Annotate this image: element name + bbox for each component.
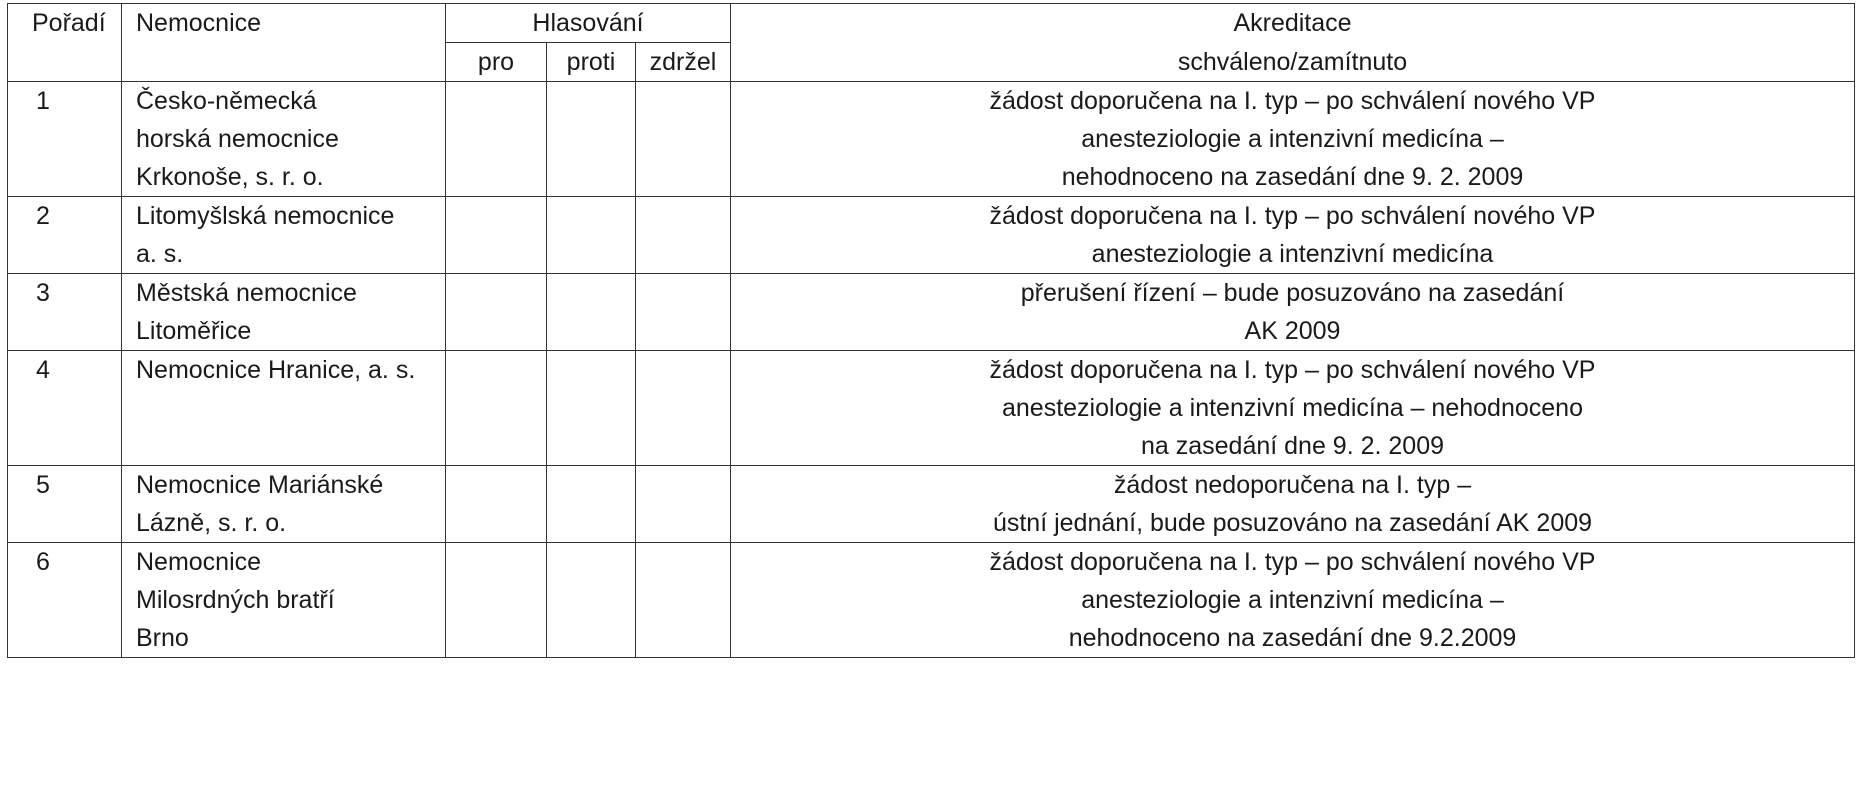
row-hospital (122, 543, 446, 658)
hospital-name-line: Litomyšlská nemocnice (136, 202, 395, 230)
row-vote-against (547, 197, 636, 274)
row-hospital (122, 466, 446, 543)
hospital-name-line: Milosrdných bratří (136, 586, 335, 614)
header-hospital: Nemocnice (122, 4, 446, 82)
header-accreditation (731, 4, 1855, 43)
row-order: 3 (8, 274, 122, 351)
row-vote-abstain (636, 197, 731, 274)
row-vote-against (547, 82, 636, 197)
hospital-name-line: Nemocnice Hranice, a. s. (136, 356, 416, 384)
accreditation-line: anesteziologie a intenzivní medicína – (1081, 586, 1504, 614)
row-vote-pro (446, 274, 547, 351)
table-row (8, 466, 1855, 543)
table-row (8, 197, 1855, 274)
table-row (8, 274, 1855, 351)
accreditation-line: na zasedání dne 9. 2. 2009 (1140, 432, 1445, 460)
row-accreditation (731, 543, 1855, 658)
header-against: proti (547, 43, 636, 82)
row-vote-pro (446, 82, 547, 197)
row-vote-abstain (636, 274, 731, 351)
row-order: 6 (8, 543, 122, 658)
hospital-name-line: Krkonoše, s. r. o. (136, 163, 324, 191)
accreditation-line: nehodnoceno na zasedání dne 9. 2. 2009 (1061, 163, 1524, 191)
row-hospital (122, 351, 446, 466)
row-vote-abstain (636, 351, 731, 466)
accreditation-line: žádost doporučena na I. typ – po schválení nového VP (989, 202, 1596, 230)
accreditation-table (7, 3, 1855, 658)
row-accreditation (731, 82, 1855, 197)
hospital-name-line: Litoměřice (136, 317, 252, 345)
accreditation-line: žádost nedoporučena na I. typ – (1113, 471, 1472, 499)
accreditation-line: žádost doporučena na I. typ – po schválení nového VP (989, 87, 1596, 115)
table-row (8, 351, 1855, 466)
row-hospital (122, 82, 446, 197)
hospital-name-line: Česko-německá (136, 87, 317, 115)
accreditation-line: anesteziologie a intenzivní medicína – nehodnoceno (1002, 394, 1583, 422)
accreditation-line: ústní jednání, bude posuzováno na zasedání AK 2009 (992, 509, 1593, 537)
hospital-name-line: Městská nemocnice (136, 279, 357, 307)
table-row (8, 82, 1855, 197)
row-hospital (122, 274, 446, 351)
row-order: 5 (8, 466, 122, 543)
table-row (8, 543, 1855, 658)
hospital-name-line: Nemocnice Mariánské (136, 471, 384, 499)
row-vote-pro (446, 543, 547, 658)
row-accreditation (731, 274, 1855, 351)
header-voting: Hlasování (446, 4, 731, 43)
hospital-name-line: Nemocnice (136, 548, 262, 576)
header-row-1 (8, 4, 1855, 43)
row-accreditation (731, 351, 1855, 466)
accreditation-line: nehodnoceno na zasedání dne 9.2.2009 (1068, 624, 1517, 652)
accreditation-line: anesteziologie a intenzivní medicína – (1081, 125, 1504, 153)
header-order: Pořadí (8, 4, 122, 82)
row-vote-abstain (636, 82, 731, 197)
hospital-name-line: horská nemocnice (136, 125, 339, 153)
row-hospital (122, 197, 446, 274)
row-vote-abstain (636, 466, 731, 543)
row-order: 2 (8, 197, 122, 274)
row-vote-pro (446, 197, 547, 274)
accreditation-line: žádost doporučena na I. typ – po schválení nového VP (989, 548, 1596, 576)
header-accreditation-line2: schváleno/zamítnuto (1177, 47, 1408, 76)
accreditation-line: AK 2009 (1244, 317, 1341, 345)
header-accreditation-sub (731, 43, 1855, 82)
row-accreditation (731, 197, 1855, 274)
row-vote-abstain (636, 543, 731, 658)
header-abstain: zdržel (636, 43, 731, 82)
header-pro: pro (446, 43, 547, 82)
accreditation-line: přerušení řízení – bude posuzováno na zasedání (1020, 279, 1565, 307)
row-vote-against (547, 351, 636, 466)
row-order: 4 (8, 351, 122, 466)
row-vote-pro (446, 466, 547, 543)
hospital-name-line: Lázně, s. r. o. (136, 509, 287, 537)
accreditation-line: anesteziologie a intenzivní medicína (1091, 240, 1494, 268)
header-accreditation-line1: Akreditace (1233, 9, 1352, 37)
row-vote-pro (446, 351, 547, 466)
row-vote-against (547, 466, 636, 543)
row-order: 1 (8, 82, 122, 197)
hospital-name-line: a. s. (136, 240, 184, 268)
accreditation-line: žádost doporučena na I. typ – po schválení nového VP (989, 356, 1596, 384)
row-vote-against (547, 543, 636, 658)
row-accreditation (731, 466, 1855, 543)
hospital-name-line: Brno (136, 624, 189, 652)
row-vote-against (547, 274, 636, 351)
